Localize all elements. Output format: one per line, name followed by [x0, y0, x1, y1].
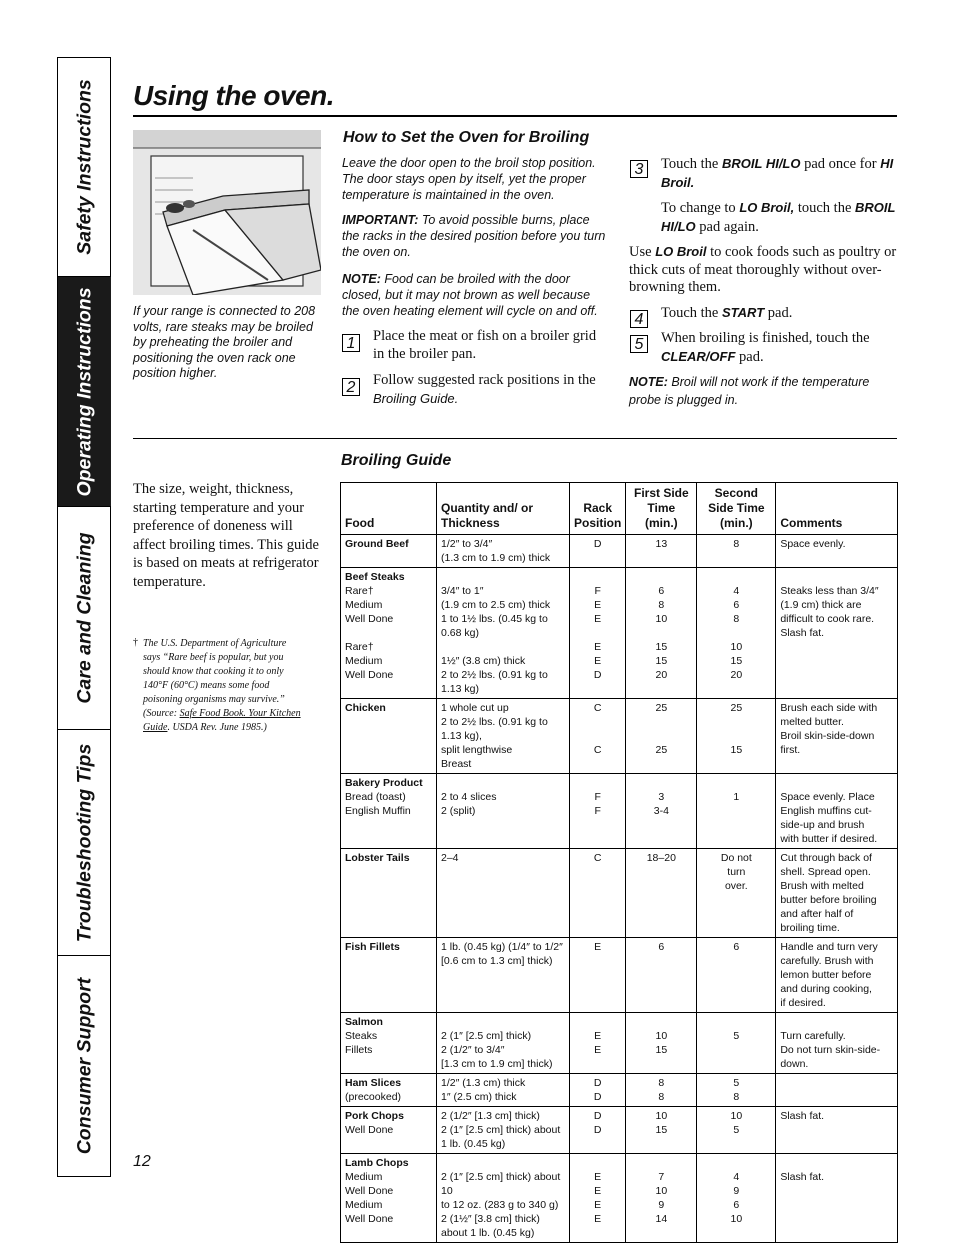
food-name: Salmon	[345, 1016, 383, 1028]
food-variant: Bread (toast) English Muffin	[345, 791, 411, 817]
table-row	[341, 938, 898, 1013]
image-caption: If your range is connected to 208 volts, rare steaks may be broiled by preheating the broiler and positioning the oven rack one position higher.	[133, 304, 316, 380]
cell-comments: Turn carefully. Do not turn skin-side- down.	[776, 1013, 898, 1074]
cell-food	[341, 568, 437, 699]
cell-first-side: 25 25	[626, 699, 697, 774]
broiling-guide-table	[340, 482, 898, 1243]
cell-rack: D D	[570, 1074, 626, 1107]
tab-safety-instructions[interactable]: Safety Instructions	[58, 58, 111, 277]
table-row	[341, 1107, 898, 1154]
footnote: The U.S. Department of Agriculture says “Rare beef is popular, but you should know that cooking it to only 140°F (60°C) means some food poisoning organisms may survive.” (Source: Safe Food Book. Your Kitchen Guide. USDA Rev. June 1985.)	[143, 638, 301, 733]
col-quantity: Quantity and/ or Thickness	[437, 483, 570, 535]
table-header-row	[341, 483, 898, 535]
tab-consumer-support[interactable]: Consumer Support	[73, 977, 95, 1155]
step-4-number: 4	[630, 310, 648, 328]
cell-first-side: 3 3-4	[626, 774, 697, 849]
cell-comments: Space evenly. Place English muffins cut- side-up and brush with butter if desired.	[776, 774, 898, 849]
door-note: NOTE: Food can be broiled with the door closed, but it may not brown as well because the oven heating element will cycle on and off.	[342, 272, 598, 318]
cell-food	[341, 1074, 437, 1107]
cell-second-side: 5	[697, 1013, 776, 1074]
title-rule	[133, 115, 897, 117]
cell-comments: Steaks less than 3/4″ (1.9 cm) thick are difficult to cook rare. Slash fat.	[776, 568, 898, 699]
cell-food	[341, 1013, 437, 1074]
cell-second-side: 6	[697, 938, 776, 1013]
col-first-side: First Side Time (min.)	[626, 483, 697, 535]
col-second-side: Second Side Time (min.)	[697, 483, 776, 535]
cell-first-side: 8 8	[626, 1074, 697, 1107]
step-5-number: 5	[630, 335, 648, 353]
lo-broil-text: To change to LO Broil, touch the BROIL HI/LO pad again.	[661, 200, 896, 235]
cell-comments	[776, 1074, 898, 1107]
table-row	[341, 849, 898, 938]
food-name: Chicken	[345, 702, 386, 714]
cell-food	[341, 699, 437, 774]
step-3-text: Touch the BROIL HI/LO pad once for HI Broil.	[661, 156, 894, 190]
footnote-mark: †	[133, 637, 138, 648]
cell-rack: D	[570, 535, 626, 568]
cell-rack: C	[570, 849, 626, 938]
cell-comments: Slash fat.	[776, 1154, 898, 1243]
food-name: Ground Beef	[345, 538, 409, 550]
cell-rack: E E E E	[570, 1154, 626, 1243]
cell-quantity: 1 lb. (0.45 kg) (1/4″ to 1/2″ [0.6 cm to 1.3 cm] thick)	[437, 938, 570, 1013]
important-note: IMPORTANT: To avoid possible burns, place the racks in the desired position before you turn the oven on.	[342, 213, 606, 259]
broiling-intro: Leave the door open to the broil stop position. The door stays open by itself, yet the proper temperature is maintained in the oven.	[342, 156, 596, 202]
tab-care-and-cleaning[interactable]: Care and Cleaning	[58, 507, 111, 730]
cell-rack: D D	[570, 1107, 626, 1154]
cell-quantity: 1 whole cut up 2 to 2½ lbs. (0.91 kg to 1.13 kg), split lengthwise Breast	[437, 699, 570, 774]
page-number: 12	[133, 1153, 151, 1170]
table-row	[341, 1013, 898, 1074]
food-variant: Rare† Medium Well Done Rare† Medium Well Done	[345, 585, 394, 681]
cell-quantity: 2 to 4 slices 2 (split)	[437, 774, 570, 849]
cell-rack: F F	[570, 774, 626, 849]
page-title: Using the oven.	[133, 80, 334, 111]
cell-quantity: 1/2″ to 3/4″ (1.3 cm to 1.9 cm) thick	[437, 535, 570, 568]
cell-second-side: 8	[697, 535, 776, 568]
step-3-number: 3	[630, 160, 648, 178]
cell-second-side: 25 15	[697, 699, 776, 774]
cell-first-side: 10 15	[626, 1013, 697, 1074]
cell-food	[341, 849, 437, 938]
cell-food	[341, 1154, 437, 1243]
cell-first-side: 18–20	[626, 849, 697, 938]
table-row	[341, 1154, 898, 1243]
food-variant: Well Done	[345, 1124, 394, 1136]
side-tab-bar	[57, 57, 111, 1177]
cell-quantity: 2 (1″ [2.5 cm] thick) 2 (1/2″ to 3/4″ [1.3 cm to 1.9 cm] thick)	[437, 1013, 570, 1074]
cell-food	[341, 938, 437, 1013]
table-row	[341, 774, 898, 849]
cell-rack: F E E E E D	[570, 568, 626, 699]
cell-comments: Space evenly.	[776, 535, 898, 568]
cell-comments: Cut through back of shell. Spread open. Brush with melted butter before broiling and after half of broiling time.	[776, 849, 898, 938]
cell-food	[341, 774, 437, 849]
col-rack: Rack Position	[570, 483, 626, 535]
food-name: Fish Fillets	[345, 941, 400, 953]
col-food: Food	[341, 483, 437, 535]
section-rule	[133, 438, 897, 439]
step-1-text: Place the meat or fish on a broiler grid in the broiler pan.	[373, 328, 597, 362]
cell-first-side: 7 10 9 14	[626, 1154, 697, 1243]
cell-quantity: 1/2″ (1.3 cm) thick 1″ (2.5 cm) thick	[437, 1074, 570, 1107]
cell-first-side: 6 8 10 15 15 20	[626, 568, 697, 699]
food-name: Ham Slices	[345, 1077, 402, 1089]
cell-rack: E E	[570, 1013, 626, 1074]
cell-second-side: 4 6 8 10 15 20	[697, 568, 776, 699]
cell-second-side: Do not turn over.	[697, 849, 776, 938]
cell-first-side: 6	[626, 938, 697, 1013]
food-name: Lamb Chops	[345, 1157, 409, 1169]
step-2-number: 2	[342, 378, 360, 396]
cell-food	[341, 535, 437, 568]
col-comments: Comments	[776, 483, 898, 535]
cell-quantity: 2–4	[437, 849, 570, 938]
cell-food	[341, 1107, 437, 1154]
food-variant: Steaks Fillets	[345, 1030, 378, 1056]
step-4-text: Touch the START pad.	[661, 305, 793, 321]
cell-quantity: 2 (1″ [2.5 cm] thick) about 10 to 12 oz. (283 g to 340 g) 2 (1½″ [3.8 cm] thick) about 1 lb. (0.45 kg)	[437, 1154, 570, 1243]
food-variant: (precooked)	[345, 1091, 402, 1103]
cell-first-side: 10 15	[626, 1107, 697, 1154]
step-5-text: When broiling is finished, touch the CLEAR/OFF pad.	[661, 330, 870, 365]
cell-comments: Slash fat.	[776, 1107, 898, 1154]
food-name: Lobster Tails	[345, 852, 410, 864]
probe-note: NOTE: Broil will not work if the temperature probe is plugged in.	[629, 375, 870, 407]
step-1-number: 1	[342, 334, 360, 352]
food-name: Pork Chops	[345, 1110, 404, 1122]
table-row	[341, 1074, 898, 1107]
lo-broil-usage: Use LO Broil to cook foods such as poultry or thick cuts of meat thoroughly without over-browning them.	[629, 244, 897, 295]
tab-troubleshooting-tips[interactable]: Troubleshooting Tips	[58, 730, 111, 956]
cell-quantity: 2 (1/2″ [1.3 cm] thick) 2 (1″ [2.5 cm] thick) about 1 lb. (0.45 kg)	[437, 1107, 570, 1154]
cell-comments: Brush each side with melted butter. Broil skin-side-down first.	[776, 699, 898, 774]
cell-second-side: 4 9 6 10	[697, 1154, 776, 1243]
cell-first-side: 13	[626, 535, 697, 568]
cell-second-side: 5 8	[697, 1074, 776, 1107]
table-row	[341, 535, 898, 568]
table-row	[341, 568, 898, 699]
oven-broil-door-illustration	[133, 130, 321, 295]
guide-intro: The size, weight, thickness, starting temperature and your preference of doneness will affect broiling times. This guide is based on meats at refrigerator temperature.	[133, 481, 319, 590]
cell-second-side: 10 5	[697, 1107, 776, 1154]
cell-rack: C C	[570, 699, 626, 774]
guide-heading: Broiling Guide	[341, 452, 452, 469]
step-2-text: Follow suggested rack positions in the Broiling Guide.	[373, 372, 596, 406]
cell-second-side: 1	[697, 774, 776, 849]
food-name: Bakery Product	[345, 777, 423, 789]
cell-rack: E	[570, 938, 626, 1013]
cell-comments: Handle and turn very carefully. Brush with lemon butter before and during cooking, if desired.	[776, 938, 898, 1013]
broiling-heading: How to Set the Oven for Broiling	[343, 129, 590, 146]
table-row	[341, 699, 898, 774]
cell-quantity: 3/4″ to 1″ (1.9 cm to 2.5 cm) thick 1 to 1½ lbs. (0.45 kg to 0.68 kg) 1½″ (3.8 cm) thick 2 to 2½ lbs. (0.91 kg to 1.13 kg)	[437, 568, 570, 699]
tab-operating-instructions[interactable]: Operating Instructions	[58, 277, 111, 507]
food-variant: Medium Well Done Medium Well Done	[345, 1171, 394, 1225]
food-name: Beef Steaks	[345, 571, 405, 583]
